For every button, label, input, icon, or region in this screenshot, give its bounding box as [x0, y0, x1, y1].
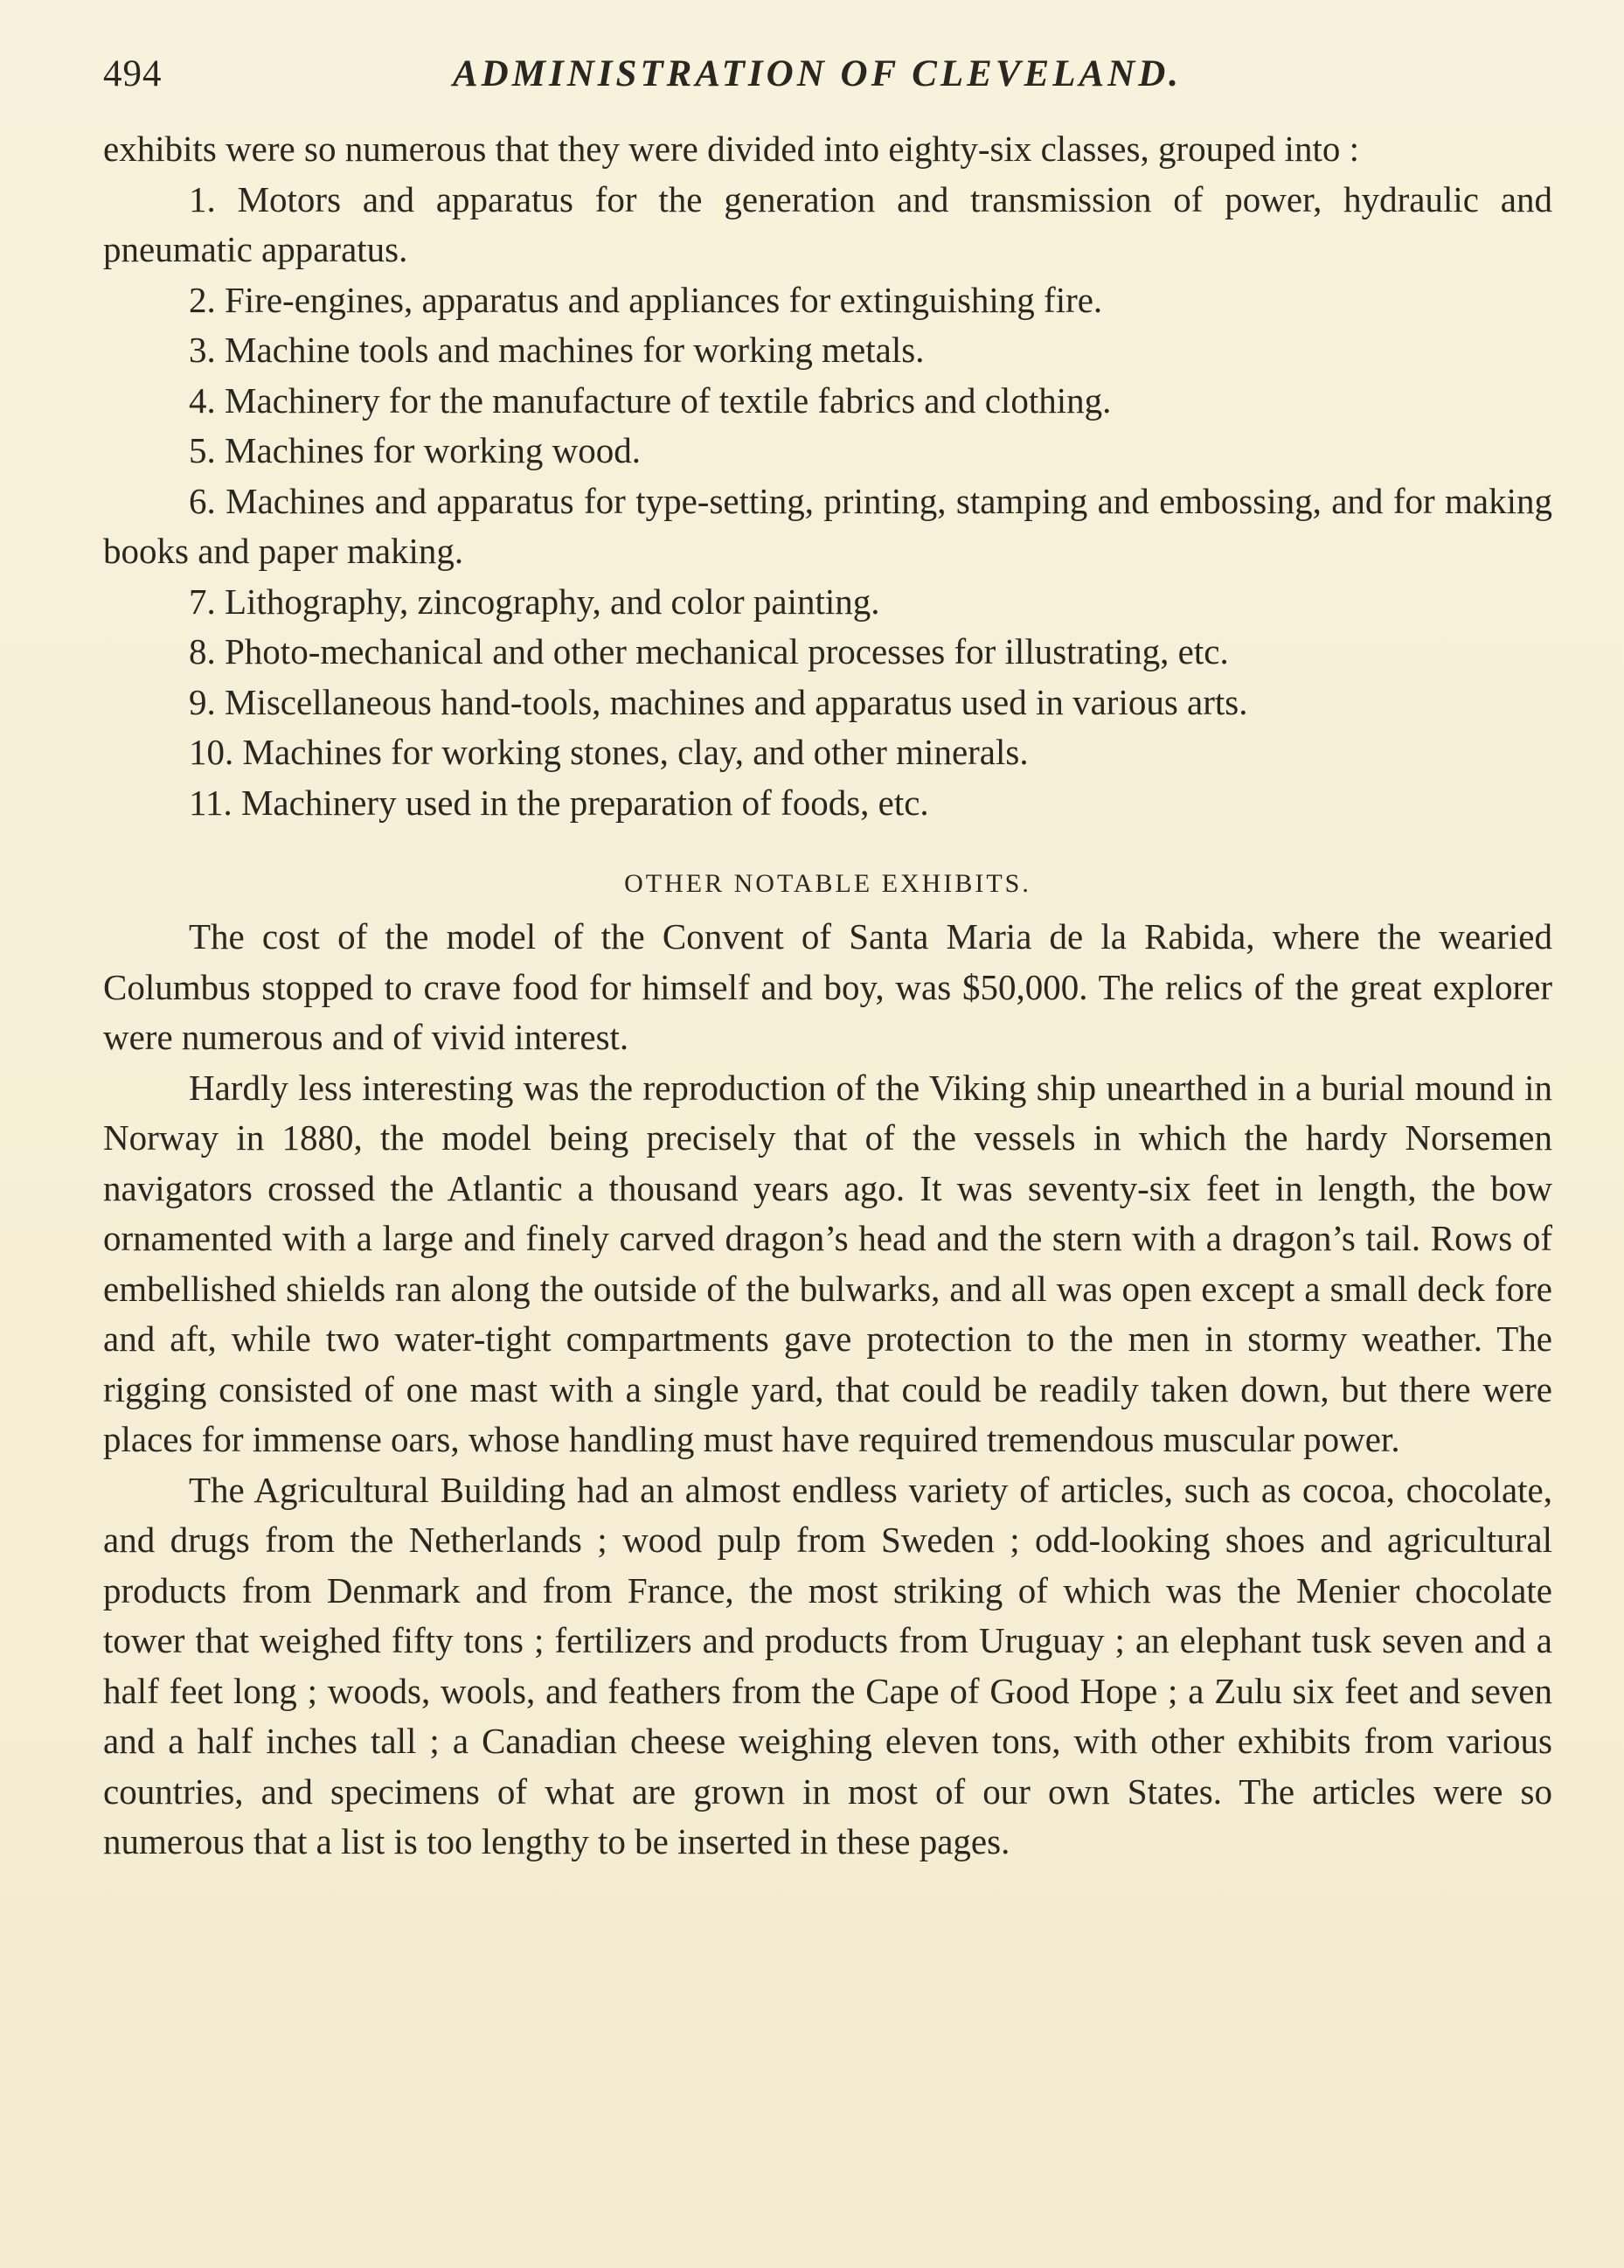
page-number: 494: [103, 53, 163, 94]
class-item: 5. Machines for working wood.: [189, 430, 641, 470]
class-item: 3. Machine tools and machines for working metals.: [189, 330, 925, 370]
body-text: [103, 124, 1552, 1868]
class-item: 8. Photo-mechanical and other mechanical processes for illustrating, etc.: [189, 631, 1229, 671]
class-item: 2. Fire-engines, apparatus and appliances for extinguishing fire.: [189, 279, 1103, 320]
paragraph-agricultural-building: The Agricultural Building had an almost endless variety of articles, such as cocoa, chocolate, and drugs from the Netherlands ; wood pulp from Sweden ; odd-looking shoes and agricultural products from Denmark and from France, the most striking of which was the Menier chocolate tower that weighed fifty tons ; fertilizers and products from Uruguay ; an elephant tusk seven and a half feet long ; woods, wools, and feathers from the Cape of Good Hope ; a Zulu six feet and seven and a half inches tall ; a Canadian cheese weighing eleven tons, with other exhibits from various countries, and specimens of what are grown in most of our own States. The articles were so numerous that a list is too lengthy to be inserted in these pages.: [103, 1469, 1552, 1861]
class-item: 7. Lithography, zincography, and color painting.: [189, 581, 880, 622]
section-heading: OTHER NOTABLE EXHIBITS.: [624, 869, 1031, 898]
class-item: 10. Machines for working stones, clay, and other minerals.: [189, 732, 1029, 772]
class-item: 4. Machinery for the manufacture of textile fabrics and clothing.: [189, 379, 1112, 421]
class-item: 1. Motors and apparatus for the generation and transmission of power, hydraulic and pneumatic apparatus.: [103, 178, 1552, 269]
running-head: [103, 45, 1554, 115]
class-item: 9. Miscellaneous hand-tools, machines and apparatus used in various arts.: [189, 681, 1248, 722]
class-list: [103, 175, 1552, 829]
paragraph-viking-ship: Hardly less interesting was the reproduction of the Viking ship unearthed in a burial mound in Norway in 1880, the model being precisely that of the vessels in which the hardy Norsemen navigators crossed the Atlantic a thousand years ago. It was seventy-six feet in length, the bow ornamented with a large and finely carved dragon’s head and the stern with a dragon’s tail. Rows of embellished shields ran along the outside of the bulwarks, and all was open except a small deck fore and aft, while two water-tight compartments gave protection to the men in stormy weather. The rigging consisted of one mast with a single yard, that could be readily taken down, but there were places for immense oars, whose handling must have required tremendous muscular power.: [103, 1067, 1552, 1459]
running-title: ADMINISTRATION OF CLEVELAND.: [453, 53, 1183, 94]
intro-paragraph: exhibits were so numerous that they were divided into eighty-six classes, grouped into :: [103, 129, 1359, 169]
paragraph-rabida: The cost of the model of the Convent of Santa Maria de la Rabida, where the wearied Columbus stopped to crave food for himself and boy, was $50,000. The relics of the great explorer were numerous and of vivid interest.: [103, 916, 1552, 1057]
class-item: 11. Machinery used in the preparation of foods, etc.: [189, 782, 929, 823]
class-item: 6. Machines and apparatus for type-setting, printing, stamping and embossing, and for making books and paper making.: [103, 480, 1552, 571]
